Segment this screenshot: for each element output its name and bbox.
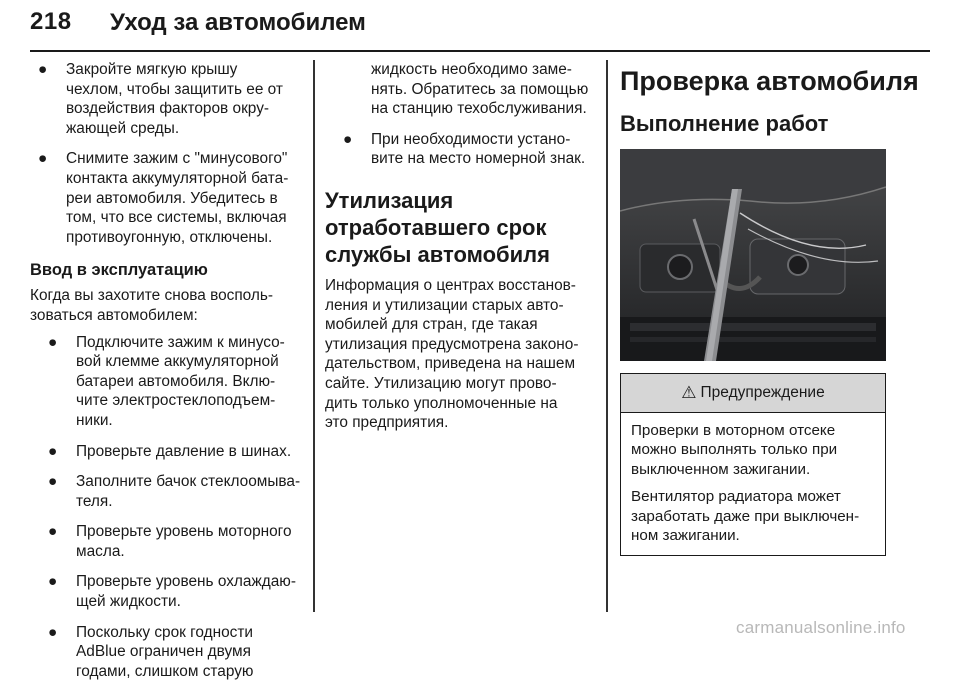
column-divider-2 (606, 60, 608, 612)
watermark: carmanualsonline.info (736, 618, 906, 637)
bullet-dot-icon: ● (48, 442, 58, 460)
step-text: Проверьте уровень моторного масла. (76, 523, 292, 560)
step-text: При необходимости устано- вите на место номерной знак. (371, 130, 586, 168)
bullet-item (30, 60, 305, 138)
step-item (325, 130, 597, 169)
page-header-title: Уход за автомобилем (110, 9, 366, 36)
step-text: Поскольку срок годности AdBlue ограничен двумя годами, слишком старую (76, 623, 254, 680)
bullet-dot-icon: ● (343, 130, 353, 148)
step-item (30, 333, 305, 431)
warning-box (620, 373, 886, 556)
continued-text: жидкость необходимо заме- нять. Обратитесь за помощью на станцию техобслуживания. (371, 61, 589, 118)
subheading-commissioning: Ввод в эксплуатацию (30, 261, 208, 280)
warning-triangle-icon: ⚠ (681, 383, 697, 402)
step-item (30, 442, 305, 462)
bullet-dot-icon: ● (48, 473, 58, 491)
column-divider-1 (313, 60, 315, 612)
column-2 (325, 60, 597, 433)
bullet-text: Снимите зажим с "минусового" контакта аккумуляторной бата- реи автомобиля. Убедитесь в том, что все системы, включая противоугонную, отключены. (66, 150, 289, 246)
column-1 (30, 60, 305, 692)
bullet-item (30, 149, 305, 247)
step-item (30, 572, 305, 611)
page-number: 218 (30, 8, 72, 35)
main-heading: Проверка автомобиля (620, 66, 919, 96)
step-item (30, 472, 305, 511)
disposal-paragraph: Информация о центрах восстанов- ления и утилизации старых авто- мобилей для стран, где такая утилизация предусмотрена законо- дательством, приведена на нашем сайте. Утилизацию могут прово- дить только уполномоченные на это предприятия. (325, 276, 579, 432)
section-heading-disposal: Утилизация отработавшего срок службы автомобиля (325, 187, 550, 267)
bullet-text: Закройте мягкую крышу чехлом, чтобы защитить ее от воздействия факторов окру- жающей среды. (66, 61, 283, 137)
step-text: Подключите зажим к минусо- вой клемме аккумуляторной батареи автомобиля. Вклю- чите электростеклоподъем- ники. (76, 333, 285, 429)
header-rule (30, 50, 930, 52)
step-text: Проверьте давление в шинах. (76, 442, 292, 460)
bullet-dot-icon: ● (48, 573, 58, 591)
warning-paragraph: Вентилятор радиатора может заработать даже при выключен- ном зажигании. (631, 488, 860, 545)
warning-paragraph: Проверки в моторном отсеке можно выполнять только при выключенном зажигании. (631, 422, 838, 478)
subheading-works: Выполнение работ (620, 111, 829, 136)
column-3 (620, 60, 919, 556)
step-item (30, 623, 305, 682)
warning-header (621, 374, 885, 413)
bullet-dot-icon: ● (38, 61, 48, 78)
step-text: Проверьте уровень охлаждаю- щей жидкости. (76, 573, 296, 611)
step-text: Заполните бачок стеклоомыва- теля. (76, 473, 301, 510)
warning-title: Предупреждение (700, 384, 825, 401)
intro-paragraph: Когда вы захотите снова восполь- зоваться автомобилем: (30, 287, 274, 324)
engine-bay-illustration (620, 149, 886, 361)
step-item (30, 522, 305, 561)
bullet-dot-icon: ● (48, 333, 58, 351)
continued-item (325, 60, 597, 119)
bullet-dot-icon: ● (38, 150, 48, 168)
engine-bay-photo (620, 149, 886, 361)
bullet-dot-icon: ● (48, 523, 58, 541)
warning-body (621, 413, 885, 555)
bullet-dot-icon: ● (48, 623, 58, 641)
